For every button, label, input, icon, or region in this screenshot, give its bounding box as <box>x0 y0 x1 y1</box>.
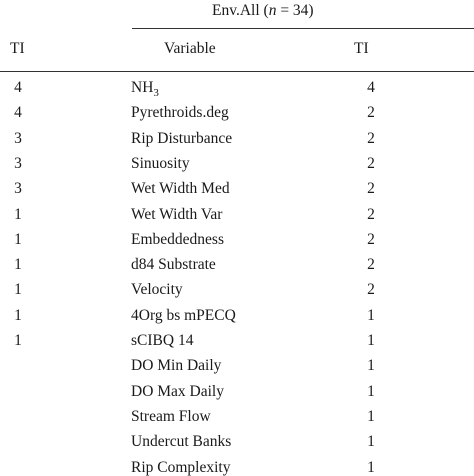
subscript: 3 <box>153 87 159 100</box>
row-variable: Rip Complexity <box>131 459 231 476</box>
row-ti-left: 3 <box>14 130 22 147</box>
row-variable: Undercut Banks <box>131 433 232 450</box>
row-ti-right: 1 <box>367 307 375 324</box>
row-ti-right: 2 <box>367 206 375 223</box>
row-ti-right: 4 <box>367 79 375 96</box>
row-ti-left: 1 <box>14 332 22 349</box>
row-variable: Embeddedness <box>131 231 224 248</box>
column-header-ti-right: TI <box>354 40 369 57</box>
row-ti-right: 2 <box>367 155 375 172</box>
row-ti-left: 3 <box>14 180 22 197</box>
row-variable: Wet Width Med <box>131 180 230 197</box>
column-header-variable: Variable <box>164 40 216 57</box>
row-ti-right: 1 <box>367 459 375 476</box>
row-variable: Sinuosity <box>131 155 190 172</box>
row-ti-right: 1 <box>367 357 375 374</box>
row-ti-left: 4 <box>14 79 22 96</box>
row-ti-right: 2 <box>367 130 375 147</box>
n-symbol: n <box>268 2 277 19</box>
row-variable: Stream Flow <box>131 408 211 425</box>
row-variable: 4Org bs mPECQ <box>131 307 236 324</box>
row-ti-right: 2 <box>367 180 375 197</box>
row-variable: $NH_3$ <box>131 79 159 100</box>
row-variable: Wet Width Var <box>131 206 223 223</box>
column-header-ti-left: TI <box>10 40 25 57</box>
row-ti-right: 1 <box>367 332 375 349</box>
row-ti-left: 1 <box>14 206 22 223</box>
row-variable: Rip Disturbance <box>131 130 233 147</box>
group-rule <box>132 28 474 29</box>
row-variable: Velocity <box>131 281 183 298</box>
row-ti-left: 1 <box>14 307 22 324</box>
row-ti-right: 2 <box>367 256 375 273</box>
row-ti-left: 3 <box>14 155 22 172</box>
row-ti-right: 1 <box>367 408 375 425</box>
row-variable: sCIBQ 14 <box>131 332 194 349</box>
header-rule <box>0 71 474 72</box>
row-variable: d84 Substrate <box>131 256 216 273</box>
row-variable: Pyrethroids.deg <box>131 104 229 121</box>
row-ti-left: 1 <box>14 281 22 298</box>
row-ti-left: 4 <box>14 104 22 121</box>
row-ti-right: 2 <box>367 104 375 121</box>
row-ti-right: 2 <box>367 231 375 248</box>
row-ti-left: 1 <box>14 231 22 248</box>
group-header: Env.All (n = 34) <box>212 2 314 19</box>
row-ti-right: 1 <box>367 433 375 450</box>
row-ti-right: 1 <box>367 383 375 400</box>
row-variable: DO Min Daily <box>131 357 222 374</box>
row-variable: DO Max Daily <box>131 383 224 400</box>
row-ti-left: 1 <box>14 256 22 273</box>
row-ti-right: 2 <box>367 281 375 298</box>
